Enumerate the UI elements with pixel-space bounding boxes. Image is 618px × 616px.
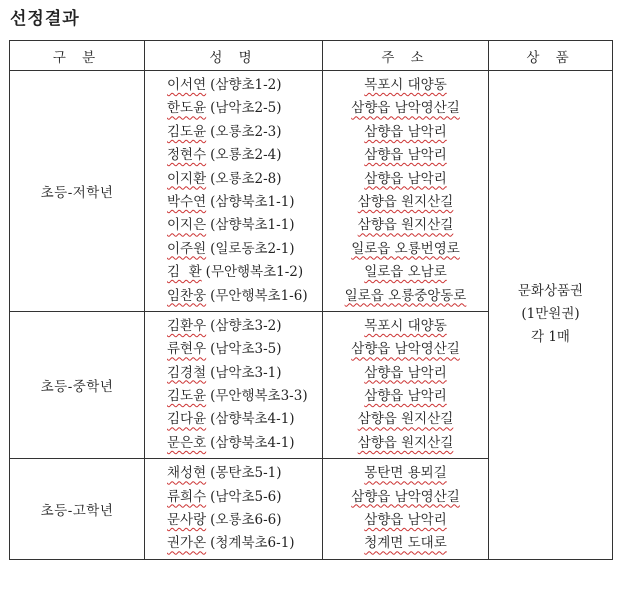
winner-name: 박수연 (167, 193, 207, 210)
category-cell: 초등-저학년 (10, 71, 145, 312)
winner-entry (145, 238, 322, 261)
winner-address: 삼향읍 남악영산길 (351, 100, 460, 117)
winner-entry (145, 144, 322, 167)
winner-address: 삼향읍 남악리 (364, 364, 447, 381)
winner-entry (145, 191, 322, 214)
winner-address: 삼향읍 원지산길 (357, 193, 454, 210)
header-name: 성 명 (145, 41, 323, 71)
address-entry (323, 285, 488, 308)
address-entry (323, 191, 488, 214)
winner-address: 삼향읍 남악리 (364, 512, 447, 529)
winner-school: (삼향북초4-1) (210, 434, 295, 451)
winner-address: 삼향읍 원지산길 (357, 217, 454, 234)
winner-name: 이지은 (167, 217, 207, 234)
winner-school: (무안행복초1-2) (205, 264, 304, 281)
winner-school: (남악초3-5) (210, 341, 282, 358)
prize-cell (489, 71, 613, 560)
address-entry (323, 144, 488, 167)
winner-school: (삼향초3-2) (210, 317, 282, 334)
winner-school: (무안행복초3-3) (210, 388, 308, 405)
winner-address: 삼향읍 남악리 (364, 388, 447, 405)
winner-school: (청계북초6-1) (210, 535, 295, 552)
address-entry (323, 74, 488, 97)
winner-school: (오룡초2-8) (210, 170, 282, 187)
winner-address: 목포시 대양동 (364, 77, 447, 93)
winner-address: 일로읍 오룡번영로 (351, 240, 460, 257)
winner-school: (삼향초1-2) (210, 77, 282, 93)
winner-entry (145, 432, 322, 455)
names-cell (145, 311, 323, 458)
winner-address: 삼향읍 남악리 (364, 123, 447, 140)
address-entry (323, 486, 488, 509)
winner-school: (삼향북초4-1) (210, 411, 295, 428)
prize-text: (1만원권) (521, 306, 580, 323)
winner-name: 류희수 (167, 488, 207, 505)
prize-text: 문화상품권 (517, 283, 584, 300)
winner-address: 삼향읍 남악리 (364, 170, 447, 187)
address-entry (323, 261, 488, 284)
winner-name: 채성현 (167, 465, 207, 482)
winner-entry (145, 121, 322, 144)
winner-school: (삼향북초1-1) (210, 217, 295, 234)
header-category: 구 분 (10, 41, 145, 71)
winner-address: 삼향읍 남악리 (364, 147, 447, 164)
category-cell: 초등-중학년 (10, 311, 145, 458)
names-cell (145, 71, 323, 312)
addresses-cell (323, 71, 489, 312)
winner-school: (삼향북초1-1) (210, 193, 295, 210)
address-entry (323, 315, 488, 338)
winner-entry (145, 486, 322, 509)
winner-entry (145, 74, 322, 97)
winner-entry (145, 338, 322, 361)
address-entry (323, 385, 488, 408)
winner-address: 삼향읍 원지산길 (357, 411, 454, 428)
winner-address: 삼향읍 남악영산길 (351, 341, 460, 358)
winner-entry (145, 532, 322, 555)
winner-name: 류현우 (167, 341, 207, 358)
winner-name: 문은호 (167, 434, 207, 451)
addresses-cell (323, 459, 489, 560)
winner-name: 문사랑 (167, 512, 207, 529)
address-entry (323, 362, 488, 385)
address-entry (323, 338, 488, 361)
winner-entry (145, 509, 322, 532)
winner-entry (145, 385, 322, 408)
address-entry (323, 97, 488, 120)
winner-entry (145, 261, 322, 284)
results-table (9, 40, 613, 560)
page-title: 선정결과 (10, 9, 80, 29)
winner-school: (남악초3-1) (210, 364, 282, 381)
winner-school: (몽탄초5-1) (210, 465, 282, 482)
address-entry (323, 214, 488, 237)
winner-entry (145, 362, 322, 385)
winner-entry (145, 315, 322, 338)
prize-text: 각 1매 (531, 329, 570, 346)
winner-school: (오룡초6-6) (210, 512, 282, 529)
winner-name: 이주원 (167, 240, 207, 257)
winner-entry (145, 168, 322, 191)
winner-entry (145, 214, 322, 237)
address-entry (323, 238, 488, 261)
address-entry (323, 168, 488, 191)
winner-school: (남악초2-5) (210, 100, 282, 117)
category-cell: 초등-고학년 (10, 459, 145, 560)
winner-name: 김환우 (167, 317, 207, 334)
winner-address: 목포시 대양동 (364, 317, 447, 334)
header-row (10, 41, 613, 71)
address-entry (323, 532, 488, 555)
winner-address: 일로읍 오룡중앙동로 (344, 287, 467, 304)
address-entry (323, 408, 488, 431)
winner-name: 임찬웅 (167, 287, 207, 304)
winner-name: 정현수 (167, 147, 207, 164)
address-entry (323, 121, 488, 144)
header-prize: 상 품 (489, 41, 613, 71)
winner-address: 삼향읍 남악영산길 (351, 488, 460, 505)
winner-address: 일로읍 오남로 (364, 264, 447, 281)
winner-name: 김도윤 (167, 123, 207, 140)
header-address: 주 소 (323, 41, 489, 71)
winner-name: 김다윤 (167, 411, 207, 428)
table-row (10, 71, 613, 312)
winner-school: (무안행복초1-6) (210, 287, 308, 304)
winner-name: 한도윤 (167, 100, 207, 117)
winner-entry (145, 462, 322, 485)
winner-school: (오룡초2-3) (210, 123, 282, 140)
address-entry (323, 509, 488, 532)
winner-school: (오룡초2-4) (210, 147, 282, 164)
winner-address: 몽탄면 용뫼길 (364, 465, 447, 482)
winner-name: 김경철 (167, 364, 207, 381)
winner-school: (남악초5-6) (210, 488, 282, 505)
winner-address: 청계면 도대로 (364, 535, 447, 552)
names-cell (145, 459, 323, 560)
winner-entry (145, 97, 322, 120)
winner-name: 김 환 (167, 264, 202, 281)
winner-name: 김도윤 (167, 388, 207, 405)
winner-name: 이서연 (167, 77, 207, 93)
winner-name: 권가온 (167, 535, 207, 552)
winner-entry (145, 408, 322, 431)
winner-school: (일로동초2-1) (210, 240, 295, 257)
address-entry (323, 462, 488, 485)
address-entry (323, 432, 488, 455)
winner-name: 이지환 (167, 170, 207, 187)
winner-address: 삼향읍 원지산길 (357, 434, 454, 451)
winner-entry (145, 285, 322, 308)
addresses-cell (323, 311, 489, 458)
